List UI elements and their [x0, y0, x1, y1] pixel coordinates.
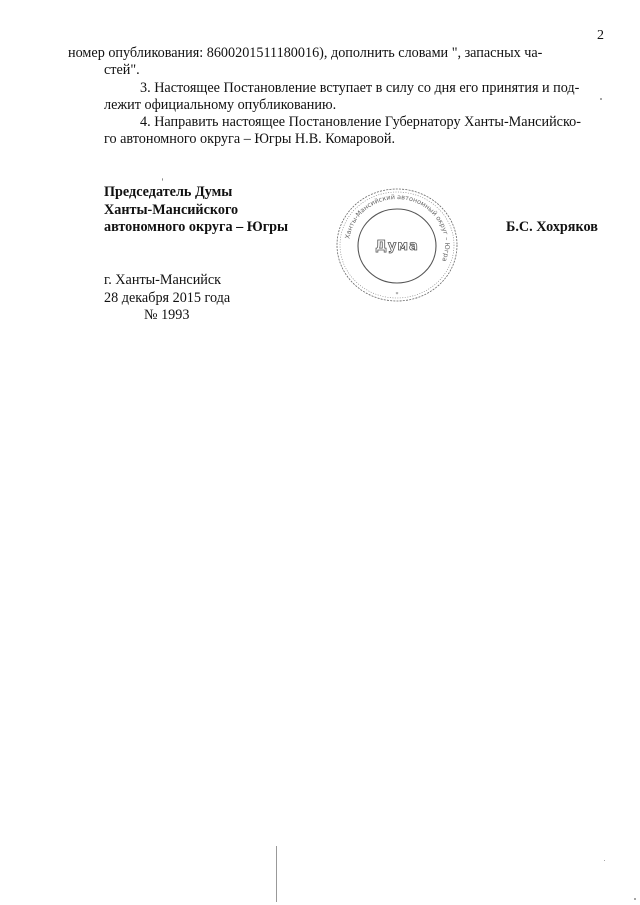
scan-speck	[162, 178, 163, 181]
document-date: 28 декабря 2015 года	[104, 289, 231, 306]
scan-artifact-line	[276, 846, 277, 902]
document-body	[68, 45, 604, 149]
signatory-name: Б.С. Хохряков	[506, 219, 598, 235]
signature-title-line: Председатель Думы	[104, 184, 233, 200]
paragraph-4-line1: 4. Направить настоящее Постановление Губернатору Ханты-Мансийско-	[140, 114, 581, 131]
page-number: 2	[597, 28, 604, 43]
place-date-block	[104, 272, 230, 325]
document-number: № 1993	[144, 307, 190, 323]
seal-ring-text: Ханты-Мансийский автономный округ – Югра	[343, 192, 452, 263]
paragraph-line: номер опубликования: 8600201511180016), дополнить словами ", запасных ча-	[68, 45, 543, 61]
seal-icon	[332, 186, 462, 304]
signature-title-block	[104, 184, 288, 237]
paragraph-4-line2: го автономного округа – Югры Н.В. Комаровой.	[104, 131, 396, 148]
signature-title-line: Ханты-Мансийского	[104, 201, 239, 218]
paragraph-3-line2: лежит официальному опубликованию.	[104, 96, 337, 113]
paragraph-3-line1: 3. Настоящее Постановление вступает в силу со дня его принятия и под-	[140, 79, 580, 96]
paragraph-continuation-end: стей".	[104, 62, 140, 79]
official-seal	[332, 186, 462, 304]
scan-speck	[604, 860, 605, 861]
signature-title-line: автономного округа – Югры	[104, 219, 289, 235]
paragraph-continuation	[68, 45, 604, 62]
scan-speck	[634, 898, 636, 900]
seal-center-text: Дума	[375, 239, 419, 254]
document-place: г. Ханты-Мансийск	[104, 272, 222, 288]
seal-star-icon: *	[395, 292, 399, 298]
scan-speck	[600, 98, 602, 100]
